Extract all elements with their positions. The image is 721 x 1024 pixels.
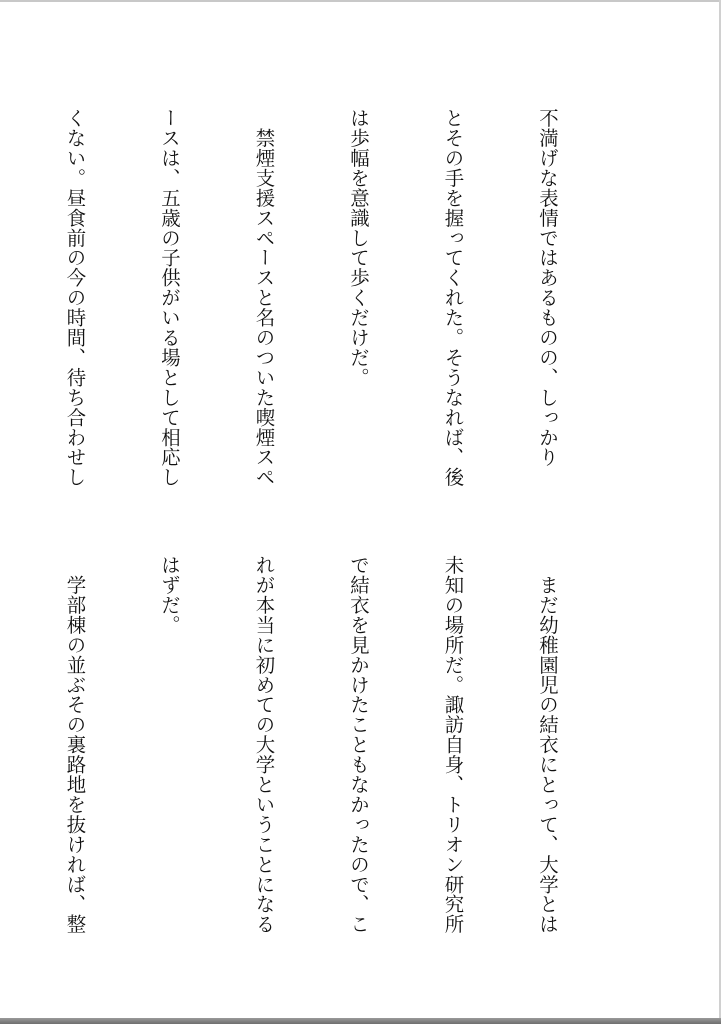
text-line: 未知の場所だ。諏訪自身、トリオン研究所: [441, 555, 465, 935]
text-block-lower: [0, 555, 626, 935]
text-line: ースは、五歳の子供がいる場として相応し: [158, 108, 181, 488]
text-line: で結衣を見かけたこともなかったので、こ: [347, 555, 370, 935]
text-line: まだ幼稚園児の結衣にとって、大学とは: [536, 555, 559, 935]
text-line: 不満げな表情ではあるものの、しっかり: [536, 108, 559, 468]
text-line: はずだ。: [158, 555, 181, 635]
text-line: は歩幅を意識して歩くだけだ。: [347, 108, 370, 388]
text-line: 禁煙支援スペースと名のついた喫煙スペ: [252, 108, 276, 488]
text-line: れが本当に初めての大学ということになる: [252, 555, 276, 935]
text-line: くない。昼食前の今の時間、待ち合わせし: [63, 108, 87, 488]
page-top-edge: [0, 0, 721, 2]
text-block-upper: [0, 108, 626, 488]
page-bottom-edge: [0, 1018, 721, 1024]
text-line: 学部棟の並ぶその裏路地を抜ければ、整: [63, 555, 87, 935]
text-line: とその手を握ってくれた。そうなれば、後: [441, 108, 465, 488]
